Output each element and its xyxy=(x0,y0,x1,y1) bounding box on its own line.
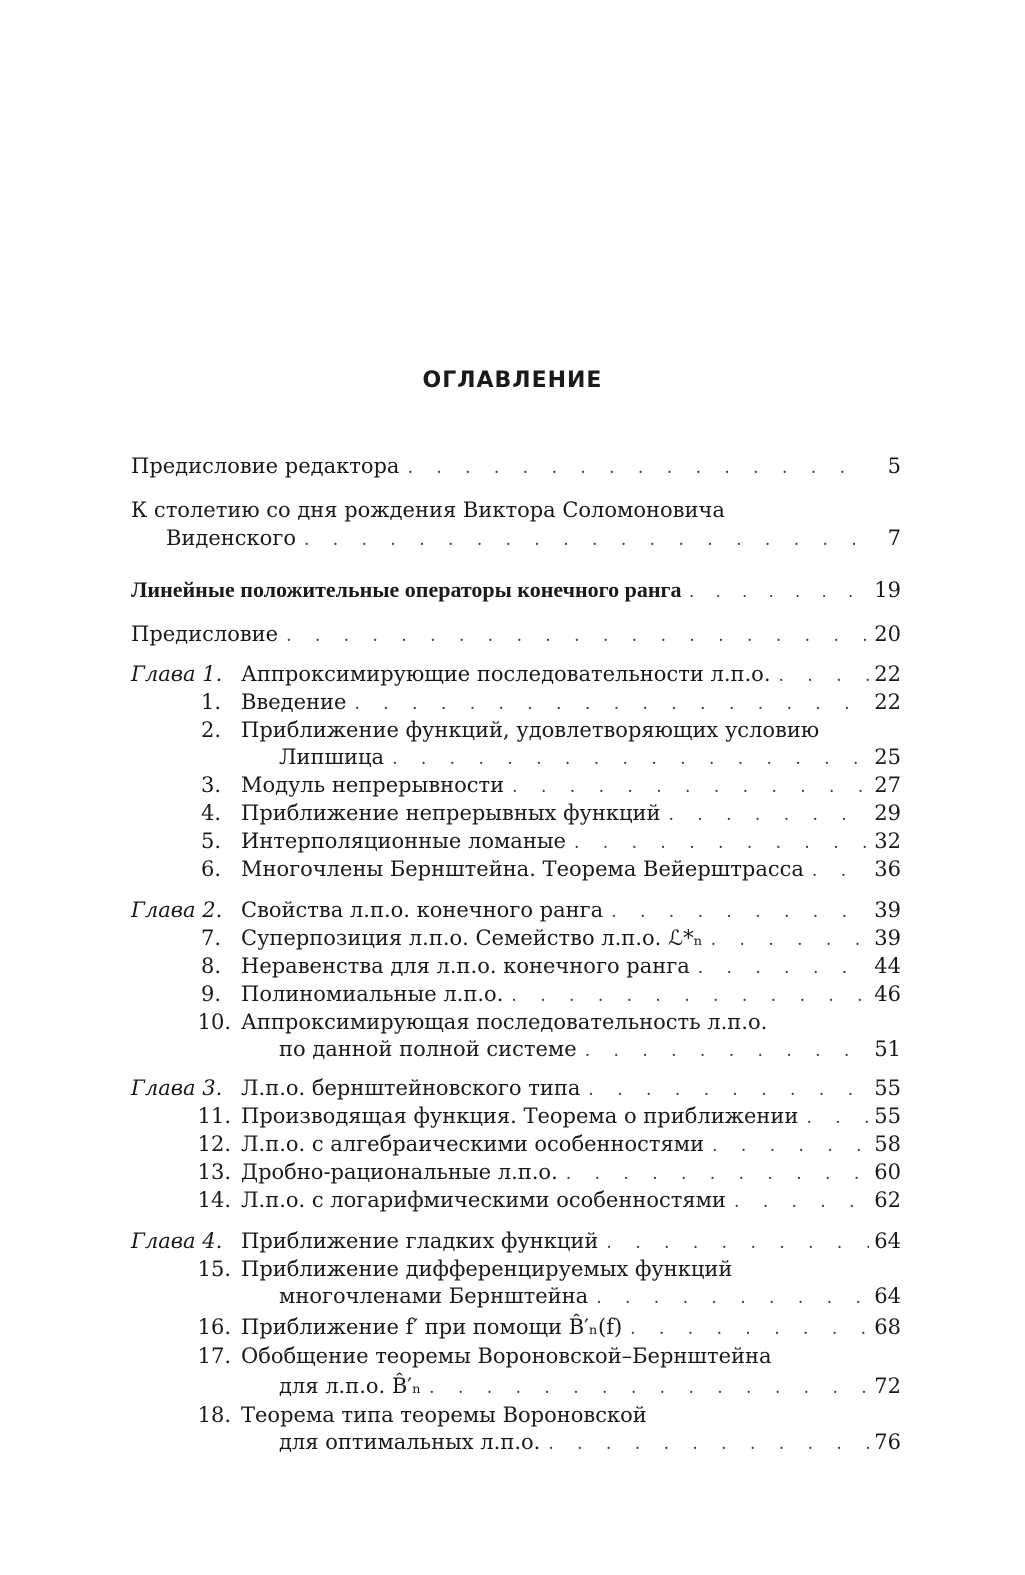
toc-section-2-line1[interactable] xyxy=(131,716,901,744)
toc-section-4[interactable] xyxy=(131,799,901,827)
page-number: 20 xyxy=(874,622,901,646)
section-number: 14. xyxy=(197,1188,231,1212)
chapter-label: Глава 4. xyxy=(131,1229,223,1253)
chapter-label: Глава 2. xyxy=(131,898,223,922)
section-title: Суперпозиция л.п.о. Семейство л.п.о. ℒ*ₙ xyxy=(241,926,703,950)
page-title: ОГЛАВЛЕНИЕ xyxy=(422,368,603,393)
dot-leader xyxy=(806,1104,869,1132)
dot-leader xyxy=(669,801,870,829)
dot-leader xyxy=(779,662,869,690)
chapter-label: Глава 1. xyxy=(131,662,223,686)
toc-section-2[interactable] xyxy=(279,743,901,771)
page-number: 19 xyxy=(874,578,901,602)
section-number: 1. xyxy=(200,690,221,714)
section-title: Неравенства для л.п.о. конечного ранга xyxy=(241,954,690,978)
toc-chapter-1[interactable] xyxy=(131,660,901,688)
toc-section-7[interactable] xyxy=(131,924,901,952)
page-number: 22 xyxy=(874,690,901,714)
section-title: Многочлены Бернштейна. Теорема Вейерштрасса xyxy=(241,857,804,881)
dot-leader xyxy=(574,829,869,857)
section-title: Приближение непрерывных функций xyxy=(241,801,661,825)
chapter-title: Приближение гладких функций xyxy=(241,1229,599,1253)
section-title-cont: для оптимальных л.п.о. xyxy=(279,1430,541,1454)
page-number: 32 xyxy=(874,829,901,853)
section-number: 7. xyxy=(200,926,221,950)
dot-leader xyxy=(812,857,869,885)
chapter-title: Аппроксимирующие последовательности л.п.о. xyxy=(241,662,771,686)
page-number: 29 xyxy=(874,801,901,825)
section-title: Приближение дифференцируемых функций xyxy=(241,1257,733,1281)
section-title-cont: для л.п.о. B̂′ₙ xyxy=(279,1374,422,1398)
toc-section-13[interactable] xyxy=(131,1158,901,1186)
section-title: Л.п.о. с алгебраическими особенностями xyxy=(241,1132,705,1156)
section-number: 4. xyxy=(200,801,221,825)
section-title: Л.п.о. с логарифмическими особенностями xyxy=(241,1188,726,1212)
section-number: 16. xyxy=(197,1315,231,1339)
section-title: Дробно-рациональные л.п.о. xyxy=(241,1160,558,1184)
toc-section-3[interactable] xyxy=(131,771,901,799)
toc-section-9[interactable] xyxy=(131,980,901,1008)
page-number: 27 xyxy=(874,773,901,797)
section-number: 3. xyxy=(200,773,221,797)
page-number: 64 xyxy=(874,1229,901,1253)
page-number: 39 xyxy=(874,926,901,950)
toc-section-17-line1[interactable] xyxy=(131,1342,901,1370)
page-number: 39 xyxy=(874,898,901,922)
page-number: 5 xyxy=(887,454,901,478)
dot-leader xyxy=(606,1229,869,1257)
page-number: 7 xyxy=(887,526,901,550)
toc-section-12[interactable] xyxy=(131,1130,901,1158)
section-number: 17. xyxy=(197,1344,231,1368)
toc-entry-editor-preface[interactable] xyxy=(131,452,901,480)
page-number: 51 xyxy=(874,1037,901,1061)
section-title-cont: многочленами Бернштейна xyxy=(279,1284,589,1308)
toc-entry-preface[interactable] xyxy=(131,620,901,648)
section-number: 13. xyxy=(197,1160,231,1184)
page-number: 36 xyxy=(874,857,901,881)
toc-chapter-3[interactable] xyxy=(131,1074,901,1102)
page-number: 22 xyxy=(874,662,901,686)
section-number: 6. xyxy=(200,857,221,881)
page-number: 55 xyxy=(874,1076,901,1100)
toc-chapter-2[interactable] xyxy=(131,896,901,924)
section-number: 11. xyxy=(197,1104,231,1128)
page-number: 46 xyxy=(874,982,901,1006)
section-number: 8. xyxy=(200,954,221,978)
chapter-title: Л.п.о. бернштейновского типа xyxy=(241,1076,581,1100)
dot-leader xyxy=(512,773,869,801)
dot-leader xyxy=(585,1037,869,1065)
toc-entry-centenary[interactable] xyxy=(166,524,901,552)
toc-section-14[interactable] xyxy=(131,1186,901,1214)
section-title: Модуль непрерывности xyxy=(241,773,505,797)
toc-section-11[interactable] xyxy=(131,1102,901,1130)
section-number: 18. xyxy=(197,1403,231,1427)
entry-title: Предисловие xyxy=(131,622,279,646)
section-title-cont: Липшица xyxy=(279,745,385,769)
toc-entry-centenary-line1[interactable] xyxy=(131,496,725,524)
entry-title-cont: Виденского xyxy=(166,526,296,550)
page-number: 44 xyxy=(874,954,901,978)
dot-leader xyxy=(611,898,869,926)
section-number: 15. xyxy=(197,1257,231,1281)
toc-section-18[interactable] xyxy=(279,1428,901,1456)
page-number: 60 xyxy=(874,1160,901,1184)
dot-leader xyxy=(630,1315,869,1343)
dot-leader xyxy=(286,622,869,650)
section-number: 10. xyxy=(197,1010,231,1034)
toc-section-16[interactable] xyxy=(131,1313,901,1341)
section-title: Производящая функция. Теорема о приближении xyxy=(241,1104,799,1128)
page-number: 55 xyxy=(874,1104,901,1128)
section-title: Аппроксимирующая последовательность л.п.о. xyxy=(241,1010,768,1034)
dot-leader xyxy=(596,1284,869,1312)
toc-section-15[interactable] xyxy=(279,1282,901,1310)
page-number: 76 xyxy=(874,1430,901,1454)
dot-leader xyxy=(734,1188,869,1216)
page-number: 58 xyxy=(874,1132,901,1156)
dot-leader xyxy=(304,526,869,554)
dot-leader xyxy=(588,1076,869,1104)
page-number: 25 xyxy=(874,745,901,769)
toc-section-10-line1[interactable] xyxy=(131,1008,901,1036)
toc-chapter-4[interactable] xyxy=(131,1227,901,1255)
page-number: 64 xyxy=(874,1284,901,1308)
page-number: 62 xyxy=(874,1188,901,1212)
chapter-title: Свойства л.п.о. конечного ранга xyxy=(241,898,604,922)
toc-section-18-line1[interactable] xyxy=(131,1401,901,1429)
dot-leader xyxy=(566,1160,869,1188)
dot-leader xyxy=(698,954,869,982)
section-title: Обобщение теоремы Вороновской–Бернштейна xyxy=(241,1344,772,1368)
entry-title: Предисловие редактора xyxy=(131,454,400,478)
toc-section-6[interactable] xyxy=(131,855,901,883)
section-number: 12. xyxy=(197,1132,231,1156)
dot-leader xyxy=(407,454,869,482)
section-title: Полиномиальные л.п.о. xyxy=(241,982,504,1006)
toc-entry-part[interactable] xyxy=(131,576,901,604)
dot-leader xyxy=(690,578,869,606)
toc-section-1[interactable] xyxy=(131,688,901,716)
section-number: 2. xyxy=(200,718,221,742)
dot-leader xyxy=(429,1374,869,1402)
dot-leader xyxy=(548,1430,869,1458)
section-number: 9. xyxy=(200,982,221,1006)
dot-leader xyxy=(711,926,869,954)
section-title: Теорема типа теоремы Вороновской xyxy=(241,1403,647,1427)
entry-title: К столетию со дня рождения Виктора Соломоновича xyxy=(131,498,725,522)
section-title-cont: по данной полной системе xyxy=(279,1037,577,1061)
toc-section-5[interactable] xyxy=(131,827,901,855)
dot-leader xyxy=(712,1132,869,1160)
page-number: 68 xyxy=(874,1315,901,1339)
section-title: Введение xyxy=(241,690,347,714)
dot-leader xyxy=(354,690,869,718)
part-title: Линейные положительные операторы конечного ранга xyxy=(131,577,682,602)
chapter-label: Глава 3. xyxy=(131,1076,223,1100)
dot-leader xyxy=(392,745,869,773)
toc-section-17[interactable] xyxy=(279,1372,901,1400)
page-number: 72 xyxy=(874,1374,901,1398)
toc-section-10[interactable] xyxy=(279,1035,901,1063)
section-number: 5. xyxy=(200,829,221,853)
section-title: Интерполяционные ломаные xyxy=(241,829,566,853)
toc-section-15-line1[interactable] xyxy=(131,1255,901,1283)
dot-leader xyxy=(511,982,869,1010)
section-title: Приближение функций, удовлетворяющих условию xyxy=(241,718,820,742)
section-title: Приближение f′ при помощи B̂′ₙ(f) xyxy=(241,1315,623,1339)
toc-section-8[interactable] xyxy=(131,952,901,980)
